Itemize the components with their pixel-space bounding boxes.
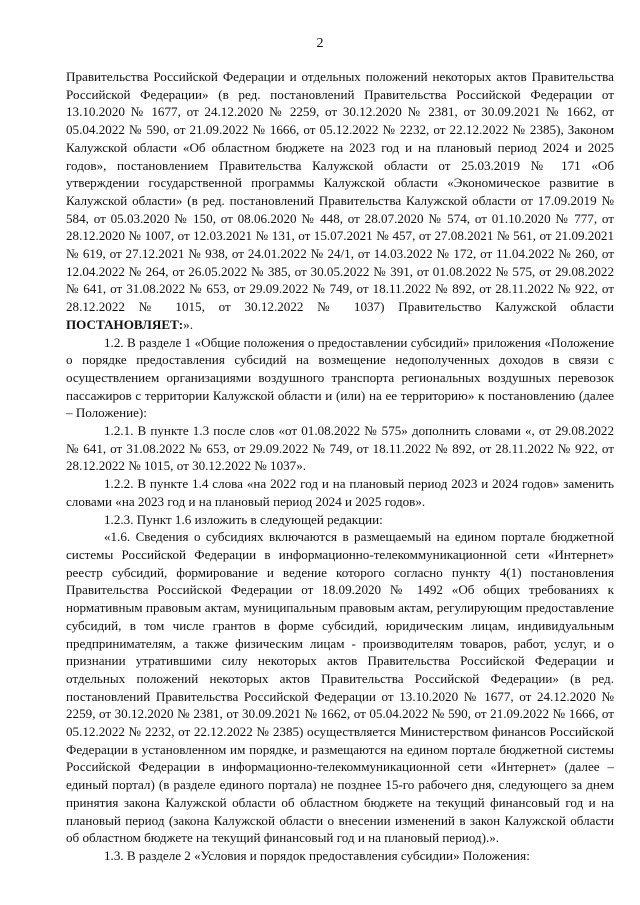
paragraph-1-2: 1.2. В разделе 1 «Общие положения о предоставлении субсидий» приложения «Положение о порядке предоставления субсидий на возмещение недополученных доходов в связи с осуществлением организациями воздушного транспорта региональных воздушных перевозок пассажиров с территории Калужской области и (или) на ее территорию» к постановлению (далее – Положение): [66,334,614,421]
paragraph-1-6-quote: «1.6. Сведения о субсидиях включаются в размещаемый на едином портале бюджетной системы Российской Федерации в информационно-телекоммуникационной сети «Интернет» реестр субсидий, формирование и ведение которого согласно пункту 4(1) постановления Правительства Российской Федерации от 18.09.2020 № 1492 «Об общих требованиях к нормативным правовым актам, муниципальным правовым актам, регулирующим предоставление субсидий, в том числе грантов в форме субсидий, юридическим лицам, индивидуальным предпринимателям, а также физическим лицам - производителям товаров, работ, услуг, и о признании утратившими силу некоторых актов Правительства Российской Федерации и отдельных положений некоторых актов Правительства Российской Федерации» (в ред. постановлений Правительства Российской Федерации от 13.10.2020 № 1677, от 24.12.2020 № 2259, от 30.12.2020 № 2381, от 30.09.2021 № 1662, от 05.04.2022 № 590, от 21.09.2022 № 1666, от 05.12.2022 № 2232, от 22.12.2022 № 2385) осуществляется Министерством финансов Российской Федерации в установленном им порядке, и размещаются на едином портале бюджетной системы Российской Федерации в информационно-телекоммуникационной сети «Интернет» (далее – единый портал) (в разделе единого портала) не позднее 15-го рабочего дня, следующего за днем принятия закона Калужской области об областном бюджете на текущий финансовый год и на плановый период (закона Калужской области о внесении изменений в закон Калужской области об областном бюджете на текущий финансовый год и на плановый период).». [66,529,614,846]
paragraph-1-3: 1.3. В разделе 2 «Условия и порядок предоставления субсидии» Положения: [104,847,530,863]
paragraph-1-2-1: 1.2.1. В пункте 1.3 после слов «от 01.08.2022 № 575» дополнить словами «, от 29.08.2022 № 641, от 31.08.2022 № 653, от 29.09.2022 № 749, от 18.11.2022 № 892, от 28.11.2022 № 922, от 28.12.2022 № 1015, от 30.12.2022 № 1037». [66,423,614,474]
page-number: 2 [316,36,324,51]
intro-tail: ». [183,316,193,332]
decree-keyword: ПОСТАНОВЛЯЕТ: [66,316,184,332]
paragraph-1-2-3: 1.2.3. Пункт 1.6 изложить в следующей редакции: [104,511,383,527]
paragraph-1-2-2: 1.2.2. В пункте 1.4 слова «на 2022 год и на плановый период 2023 и 2024 годов» заменить словами «на 2023 год и на плановый период 2024 и 2025 годов». [66,476,614,509]
intro-text: Правительства Российской Федерации и отдельных положений некоторых актов Правительства Российской Федерации» (в ред. постановлений Правительства Российской Федерации от 13.10.2020 № 1677, от 24.12.2020 № 2259, от 30.12.2020 № 2381, от 30.09.2021 № 1662, от 05.04.2022 № 590, от 21.09.2022 № 1666, от 05.12.2022 № 2232, от 22.12.2022 № 2385), Законом Калужской области «Об областном бюджете на 2023 год и на плановый период 2024 и 2025 годов», постановлением Правительства Калужской области от 25.03.2019 № 171 «Об утверждении государственной программы Калужской области «Экономическое развитие в Калужской области» (в ред. постановлений Правительства Калужской области от 17.09.2019 № 584, от 05.03.2020 № 150, от 08.06.2020 № 448, от 28.07.2020 № 574, от 01.10.2020 № 777, от 28.12.2020 № 1007, от 12.03.2021 № 131, от 15.07.2021 № 457, от 27.08.2021 № 561, от 21.09.2021 № 619, от 27.12.2021 № 938, от 24.01.2022 № 24/1, от 14.03.2022 № 172, от 11.04.2022 № 260, от 12.04.2022 № 264, от 26.05.2022 № 385, от 30.05.2022 № 391, от 01.08.2022 № 575, от 29.08.2022 № 641, от 31.08.2022 № 653, от 29.09.2022 № 749, от 18.11.2022 № 892, от 28.11.2022 № 922, от 28.12.2022 № 1015, от 30.12.2022 № 1037) Правительство Калужской области [66,69,614,315]
document-body [66,68,614,865]
intro-paragraph [66,68,614,334]
